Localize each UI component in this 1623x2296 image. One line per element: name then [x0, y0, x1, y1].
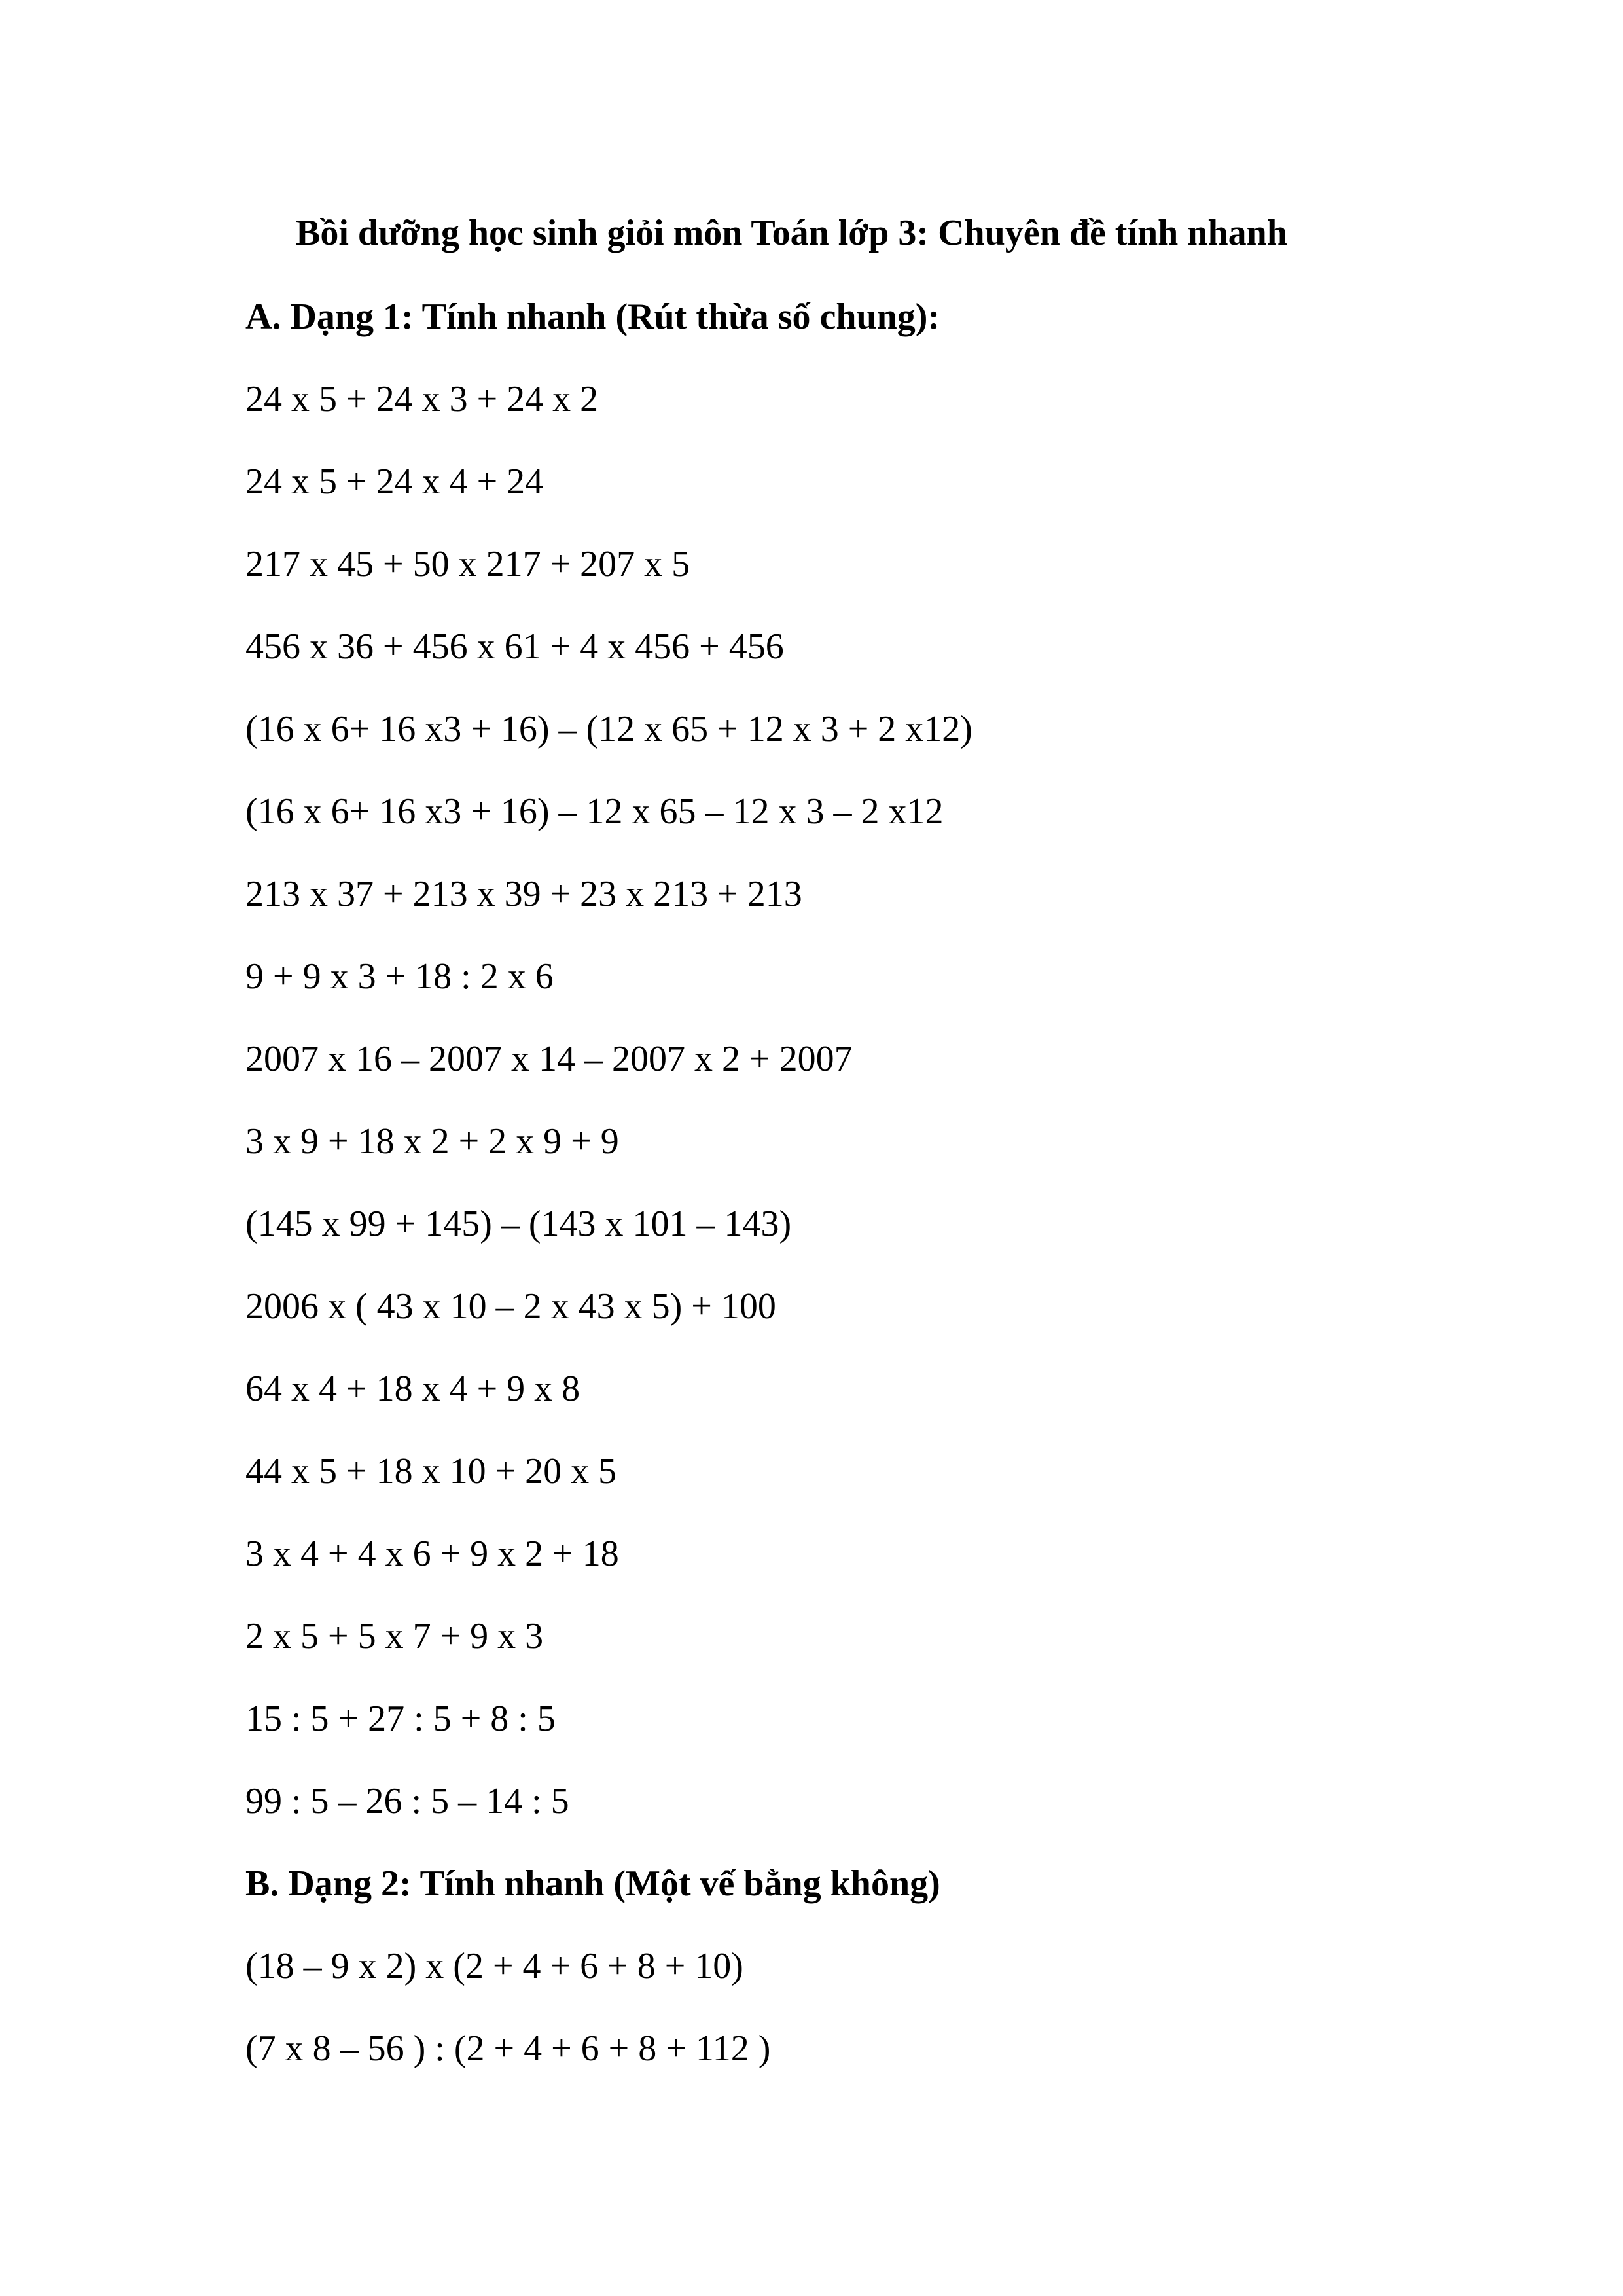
exercise-line: 99 : 5 – 26 : 5 – 14 : 5 — [245, 1781, 569, 1821]
exercise-line: 2006 x ( 43 x 10 – 2 x 43 x 5) + 100 — [245, 1286, 776, 1327]
page-title: Bồi dưỡng học sinh giỏi môn Toán lớp 3: Chuyên đề tính nhanh — [296, 213, 1287, 253]
exercise-line: 213 x 37 + 213 x 39 + 23 x 213 + 213 — [245, 874, 802, 914]
exercise-line: 64 x 4 + 18 x 4 + 9 x 8 — [245, 1369, 580, 1409]
exercise-line: (7 x 8 – 56 ) : (2 + 4 + 6 + 8 + 112 ) — [245, 2028, 771, 2069]
exercise-line: 456 x 36 + 456 x 61 + 4 x 456 + 456 — [245, 626, 784, 667]
section-a-heading: A. Dạng 1: Tính nhanh (Rút thừa số chung): — [245, 296, 940, 337]
exercise-line: 44 x 5 + 18 x 10 + 20 x 5 — [245, 1451, 617, 1492]
exercise-line: (18 – 9 x 2) x (2 + 4 + 6 + 8 + 10) — [245, 1946, 743, 1986]
exercise-line: 217 x 45 + 50 x 217 + 207 x 5 — [245, 544, 690, 584]
exercise-line: 9 + 9 x 3 + 18 : 2 x 6 — [245, 956, 554, 997]
exercise-line: 24 x 5 + 24 x 4 + 24 — [245, 461, 544, 502]
exercise-line: (145 x 99 + 145) – (143 x 101 – 143) — [245, 1204, 792, 1244]
exercise-line: 24 x 5 + 24 x 3 + 24 x 2 — [245, 379, 599, 420]
exercise-line: 2 x 5 + 5 x 7 + 9 x 3 — [245, 1616, 544, 1657]
exercise-line: (16 x 6+ 16 x3 + 16) – (12 x 65 + 12 x 3 + 2 x12) — [245, 709, 972, 749]
exercise-line: 3 x 9 + 18 x 2 + 2 x 9 + 9 — [245, 1121, 619, 1162]
exercise-line: 2007 x 16 – 2007 x 14 – 2007 x 2 + 2007 — [245, 1039, 853, 1079]
exercise-line: 3 x 4 + 4 x 6 + 9 x 2 + 18 — [245, 1534, 619, 1574]
exercise-line: 15 : 5 + 27 : 5 + 8 : 5 — [245, 1698, 556, 1739]
exercise-line: (16 x 6+ 16 x3 + 16) – 12 x 65 – 12 x 3 – 2 x12 — [245, 791, 944, 832]
section-b-heading: B. Dạng 2: Tính nhanh (Một vế bằng không) — [245, 1863, 940, 1904]
